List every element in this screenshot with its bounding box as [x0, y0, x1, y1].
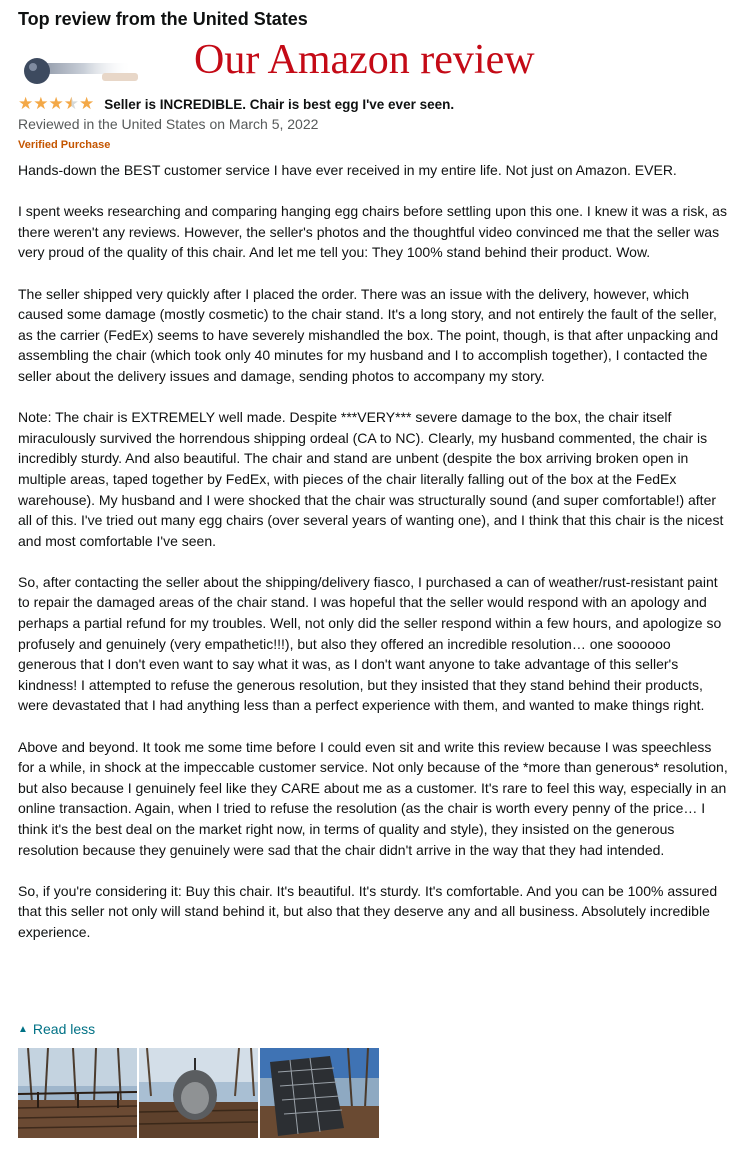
review-date: Reviewed in the United States on March 5, 2022	[18, 116, 319, 132]
read-less-link[interactable]	[18, 1021, 95, 1037]
star-icon: ★	[33, 94, 49, 113]
overlay-title: Our Amazon review	[194, 37, 535, 83]
rating-row	[18, 94, 454, 114]
review-photos	[18, 1048, 379, 1138]
review-paragraph: Note: The chair is EXTREMELY well made. Despite ***VERY*** severe damage to the box, the chair itself miraculously survived the horrendous shipping ordeal (CA to NC). Clearly, my husband commented, the chair is incredibly sturdy. And also beautiful. The chair and stand are unbent (despite the box arriving broken open in multiple areas, taped together by FedEx, with pieces of the chair literally falling out of the box at the FedEx warehouse). My husband and I were shocked that the chair was structurally sound (and super comfortable!) after all of this. I've tried out many egg chairs (over several years of wanting one), and I think that this chair is the nicest and most comfortable I've seen.	[18, 409, 724, 549]
star-rating[interactable]	[18, 95, 94, 113]
review-body	[18, 160, 730, 963]
verified-purchase-badge: Verified Purchase	[18, 139, 111, 151]
section-heading: Top review from the United States	[18, 9, 308, 29]
half-star-icon: ★	[63, 94, 79, 113]
review-paragraph: Hands-down the BEST customer service I have ever received in my entire life. Not just on Amazon. EVER.	[18, 162, 677, 178]
user-avatar-icon[interactable]	[18, 54, 138, 88]
review-paragraph: So, after contacting the seller about the shipping/delivery fiasco, I purchased a can of weather/rust-resistant paint to repair the damaged areas of the chair stand. I was hopeful that the seller would respond with an apology and perhaps a partial refund for my troubles. Well, not only did the seller respond within a few hours, and apologize so profusely and genuinely (very empathetic!!!), but also they offered an incredible resolution… one soooooo generous that I don't even want to say what it was, as I don't want anyone to take advantage of this seller's kindness! I attempted to refuse the generous resolution, but they insisted that they stand behind their products, were devastated that I had anything less than a perfect experience with them, and wanted to make things right.	[18, 573, 722, 714]
review-paragraph: I spent weeks researching and comparing hanging egg chairs before settling upon this one. I knew it was a risk, as there weren't any reviews. However, the seller's photos and the thoughtful video convinced me that the seller was very proud of the quality of this chair. And let me tell you: They 100% stand behind their product. Wow.	[18, 203, 727, 261]
review-photo-deck-view[interactable]	[18, 1048, 137, 1138]
star-icon: ★	[48, 94, 64, 113]
read-less-label: Read less	[32, 1021, 96, 1037]
caret-up-icon: ▲	[18, 1023, 28, 1035]
review-paragraph: The seller shipped very quickly after I placed the order. There was an issue with the delivery, however, which caused some damage (mostly cosmetic) to the chair stand. It's a long story, and not entirely the fault of the seller, as the carrier (FedEx) seems to have severely mishandled the box. The point, though, is that after unpacking and assembling the chair (which took only 40 minutes for my husband and I to accomplish together), I contacted the seller about the delivery issues and damage, sending photos to accompany my story.	[18, 285, 719, 384]
review-title[interactable]: Seller is INCREDIBLE. Chair is best egg I've ever seen.	[104, 96, 455, 112]
star-icon: ★	[79, 94, 95, 113]
review-photo-chair-seat-closeup[interactable]	[260, 1048, 379, 1138]
review-paragraph: Above and beyond. It took me some time before I could even sit and write this review because I was speechless for a while, in shock at the impeccable customer service. Not only because of the *more than generous* resolution, but also because I genuinely feel like they CARE about me as a customer. It's rare to feel this way, especially in an online transaction. Again, when I tried to refuse the resolution (as the chair is worth every penny of the price… I think it's the best deal on the market right now, in terms of quality and style), they insisted on the generous resolution because they genuinely were sad that the chair didn't arrive in the way that they had intended.	[18, 738, 728, 858]
review-photo-egg-chair-on-deck[interactable]	[139, 1048, 258, 1138]
star-icon: ★	[18, 94, 34, 113]
review-paragraph: So, if you're considering it: Buy this chair. It's beautiful. It's sturdy. It's comfortable. And you can be 100% assured that this seller not only will stand behind it, but also that they deserve any and all business. Absolutely incredible experience.	[18, 882, 718, 940]
